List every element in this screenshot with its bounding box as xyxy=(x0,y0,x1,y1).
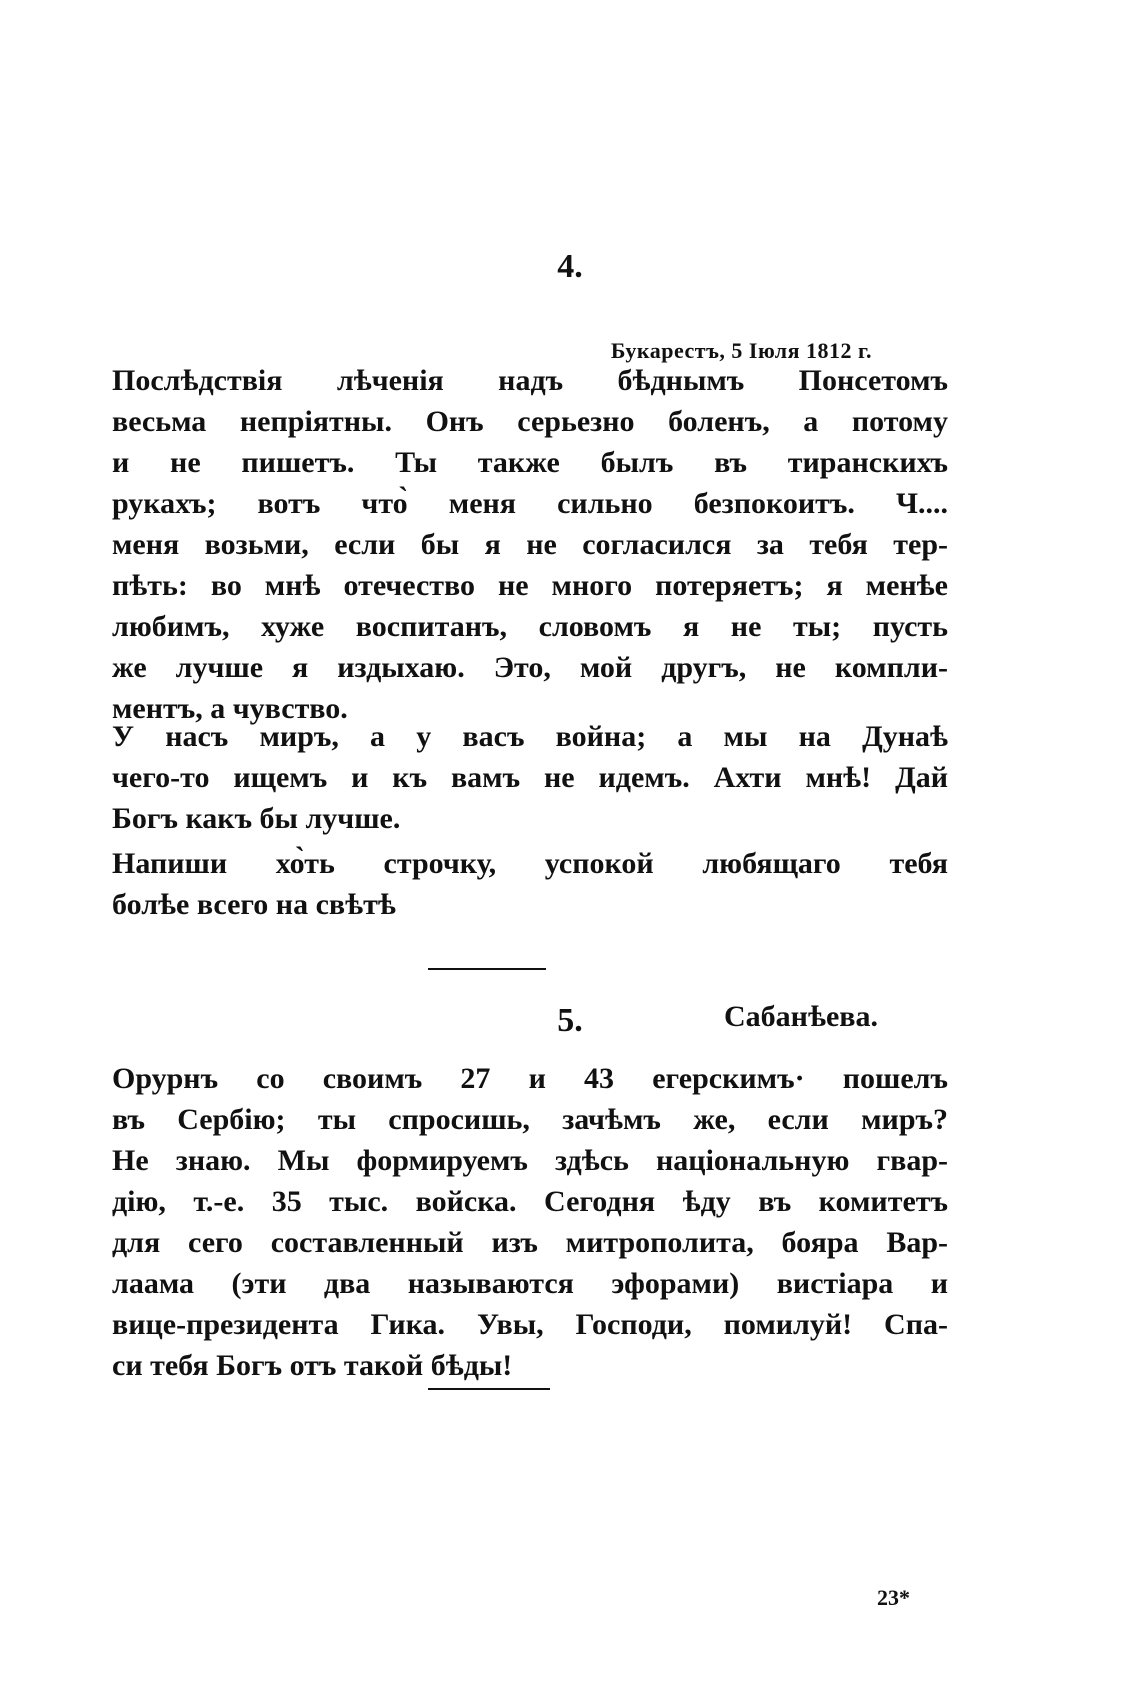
letter-5-paragraph-1 xyxy=(112,1058,948,1386)
text-line: для сего составленный изъ митрополита, бояра Вар- xyxy=(112,1226,948,1259)
section-divider xyxy=(428,1388,550,1390)
text-line: въ Сербію; ты спросишь, зачѣмъ же, если миръ? xyxy=(112,1103,948,1136)
letter-4-paragraph-1 xyxy=(112,360,948,729)
signature: Сабанѣева. xyxy=(724,1000,878,1033)
text-line: вице-президента Гика. Увы, Господи, помилуй! Спа- xyxy=(112,1308,948,1341)
text-line: ментъ, а чувство. xyxy=(112,692,348,725)
text-line: Богъ какъ бы лучше. xyxy=(112,802,401,835)
letter-4-paragraph-3 xyxy=(112,843,948,925)
text-line: болѣе всего на свѣтѣ xyxy=(112,888,396,921)
text-line: меня возьми, если бы я не согласился за тебя тер- xyxy=(112,528,948,561)
text-line: весьма непріятны. Онъ серьезно боленъ, а потому xyxy=(112,405,948,438)
letter-4-number: 4. xyxy=(557,248,583,285)
text-line: пѣть: во мнѣ отечество не много потеряетъ; я менѣе xyxy=(112,569,948,602)
text-line: дію, т.-е. 35 тыс. войска. Сегодня ѣду въ комитетъ xyxy=(112,1185,948,1218)
text-line: лаама (эти два называются эфорами) вистіара и xyxy=(112,1267,948,1300)
text-line: У насъ миръ, а у васъ война; а мы на Дунаѣ xyxy=(112,720,948,753)
text-line: же лучше я издыхаю. Это, мой другъ, не компли- xyxy=(112,651,948,684)
text-line: Орурнъ со своимъ 27 и 43 егерскимъ· пошелъ xyxy=(112,1062,948,1095)
text-line: си тебя Богъ отъ такой бѣды! xyxy=(112,1349,513,1382)
text-line: Послѣдствія лѣченія надъ бѣднымъ Понсетомъ xyxy=(112,364,948,397)
text-line: чего-то ищемъ и къ вамъ не идемъ. Ахти мнѣ! Дай xyxy=(112,761,948,794)
text-line: и не пишетъ. Ты также былъ въ тиранскихъ xyxy=(112,446,948,479)
letter-5-number: 5. xyxy=(557,1002,583,1039)
letter-4-dateline: Букарестъ, 5 Iюля 1812 г. xyxy=(610,338,872,363)
page-number: 23* xyxy=(877,1585,910,1610)
text-line: Не знаю. Мы формируемъ здѣсь національную гвар- xyxy=(112,1144,948,1177)
letter-4-paragraph-2 xyxy=(112,716,948,839)
text-line: любимъ, хуже воспитанъ, словомъ я не ты; пусть xyxy=(112,610,948,643)
text-line: Напиши хо̀ть строчку, успокой любящаго тебя xyxy=(112,847,948,880)
section-divider xyxy=(428,968,546,970)
text-line: рукахъ; вотъ что̀ меня сильно безпокоитъ. Ч.... xyxy=(112,487,948,520)
